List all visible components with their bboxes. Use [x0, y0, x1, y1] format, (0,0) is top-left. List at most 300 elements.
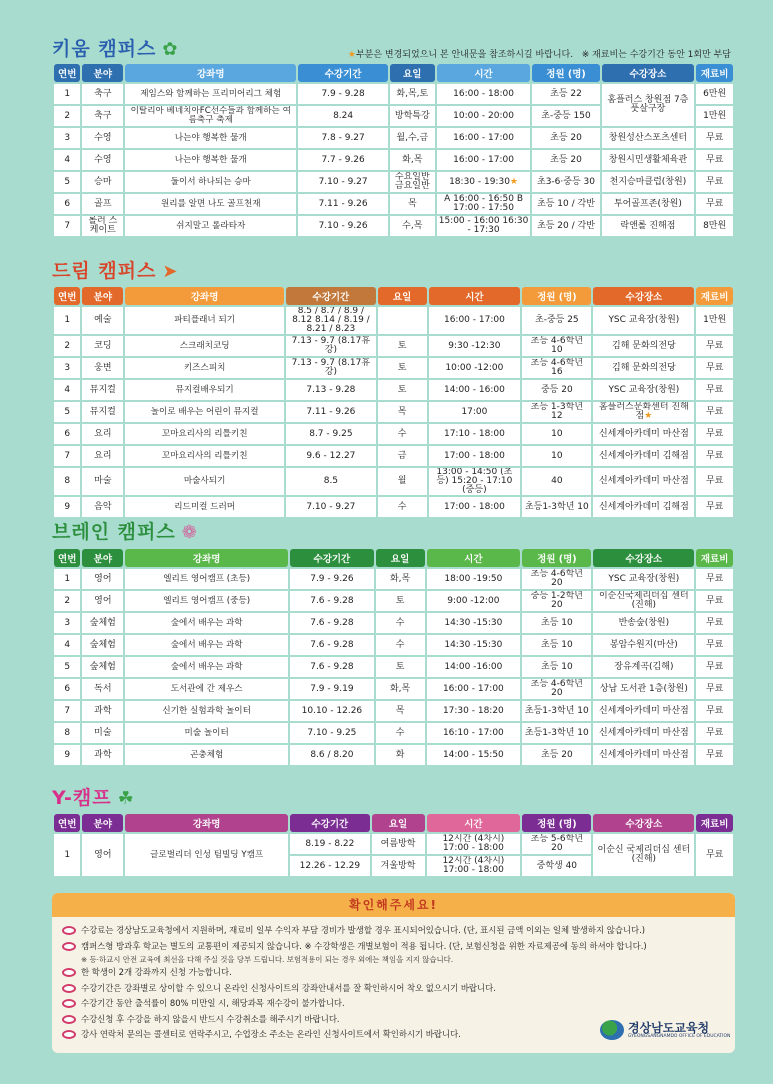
table-row: [54, 84, 733, 104]
table-row: [54, 446, 733, 466]
cell-no: 3: [54, 128, 80, 148]
cell-cap: 초등1-3학년 10: [522, 723, 591, 743]
cell-fee: 8만원: [696, 216, 733, 236]
cell-day: 수: [376, 613, 425, 633]
table-row: [54, 569, 733, 589]
bullet-icon: [62, 1030, 76, 1039]
cell-fee: 무료: [696, 150, 733, 170]
header-field: 분야: [82, 549, 123, 567]
cell-period: 7.9 - 9.26: [290, 569, 374, 589]
cell-period: 7.8 - 9.27: [298, 128, 388, 148]
cell-cap: 중등 1-2학년 20: [522, 591, 591, 611]
cell-fee: 무료: [696, 613, 733, 633]
cell-day: 토: [376, 657, 425, 677]
cell-place: 투어골프존(창원): [602, 194, 695, 214]
sec4-table: [52, 812, 732, 878]
header-cap: 정원 (명): [522, 549, 591, 567]
plant-icon: ✿: [162, 39, 179, 60]
cell-field: 독서: [82, 679, 123, 699]
cell-day: 겨울방학: [372, 856, 425, 876]
header-time: 시간: [427, 814, 521, 832]
cell-period: 7.10 - 9.27: [298, 172, 388, 192]
cell-time: 14:30 -15:30: [427, 613, 521, 633]
star-icon: ★: [644, 411, 653, 421]
cell-name: 미술 놀이터: [125, 723, 288, 743]
cell-place: 창원성산스포츠센터: [602, 128, 695, 148]
cell-cap: 중학생 40: [522, 856, 591, 876]
cell-field: 골프: [82, 194, 123, 214]
cell-name: 놀이로 배우는 어린이 뮤지컬: [125, 402, 284, 422]
cell-period: 7.9 - 9.19: [290, 679, 374, 699]
cell-cap: 초등 10: [522, 635, 591, 655]
cell-period: 7.6 - 9.28: [290, 635, 374, 655]
cell-field: 뮤지컬: [82, 380, 123, 400]
cell-day: 토: [378, 358, 427, 378]
cell-time: 16:00 - 17:00: [437, 150, 531, 170]
cell-day: 토: [376, 591, 425, 611]
header-place: 수강장소: [593, 287, 694, 305]
table-row: [54, 635, 733, 655]
cell-place: 홈플러스문화센터 진해점★: [593, 402, 694, 422]
cell-day: 화,목: [376, 569, 425, 589]
cell-period: 7.10 - 9.26: [298, 216, 388, 236]
cell-cap: 초등 20 / 각반: [532, 216, 599, 236]
cell-place: 장유계곡(김해): [593, 657, 694, 677]
sec3-title: 브레인 캠퍼스 ❁: [52, 521, 198, 543]
info-item: 강사 연락처 문의는 콜센터로 연락주시고, 수업장소 주소는 온라인 신청사이트에서 확인하시기 바랍니다.: [62, 1027, 722, 1043]
cell-place: 이순신 국제리더십 센터 (진해): [593, 834, 694, 876]
cell-name: 마술사되기: [125, 468, 284, 495]
cell-fee: 무료: [696, 194, 733, 214]
cell-name: 꼬마요리사의 리틀키친: [125, 424, 284, 444]
cell-fee: 무료: [696, 358, 733, 378]
cell-fee: 1만원: [696, 307, 733, 334]
table-row: [54, 657, 733, 677]
header-field: 분야: [82, 814, 123, 832]
header-time: 시간: [429, 287, 521, 305]
info-sub: ※ 등·하교시 안전 교육에 최선을 다해 주실 것을 당부 드립니다. 보험적용이 되는 경우 외에는 책임을 지지 않습니다.: [81, 955, 454, 964]
cell-name: 나는야 행복한 물개: [125, 128, 296, 148]
cell-time: 9:00 -12:00: [427, 591, 521, 611]
cell-field: 예술: [82, 307, 123, 334]
cell-cap: 10: [522, 446, 591, 466]
cell-time: A 16:00 - 16:50 B 17:00 - 17:50: [437, 194, 531, 214]
cell-time: 16:00 - 17:00: [429, 307, 521, 334]
cell-period: 8.5 / 8.7 / 8.9 / 8.12 8.14 / 8.19 / 8.21 / 8.23: [286, 307, 376, 334]
header-period: 수강기간: [298, 64, 388, 82]
cell-period: 7.7 - 9.26: [298, 150, 388, 170]
header-field: 분야: [82, 287, 123, 305]
cell-field: 숲체험: [82, 635, 123, 655]
cell-time: 14:30 -15:30: [427, 635, 521, 655]
table-row: [54, 172, 733, 192]
cell-cap: 초등 20: [532, 150, 599, 170]
cell-day: [378, 307, 427, 334]
cell-fee: 무료: [696, 657, 733, 677]
logo-name: 경상남도교육청: [628, 1020, 710, 1035]
cell-period: 12.26 - 12.29: [290, 856, 369, 876]
cell-period: 7.6 - 9.28: [290, 657, 374, 677]
cell-time: 17:00: [429, 402, 521, 422]
cell-cap: 초등 5-6학년 20: [522, 834, 591, 854]
cell-fee: 무료: [696, 635, 733, 655]
cell-period: 7.6 - 9.28: [290, 591, 374, 611]
cell-time: 10:00 -12:00: [429, 358, 521, 378]
table-row: [54, 307, 733, 334]
cell-fee: 무료: [696, 723, 733, 743]
cell-time: 12시간 (4차시) 17:00 - 18:00: [427, 856, 521, 876]
bullet-icon: [62, 999, 76, 1008]
cell-cap: 초등 10: [522, 613, 591, 633]
cell-no: 7: [54, 701, 80, 721]
table-row: [54, 424, 733, 444]
header-fee: 재료비: [696, 287, 733, 305]
cell-field: 요리: [82, 446, 123, 466]
cell-time: 15:00 - 16:00 16:30 - 17:30: [437, 216, 531, 236]
cell-field: 코딩: [82, 336, 123, 356]
cell-place: 봉암수원지(마산): [593, 635, 694, 655]
header-fee: 재료비: [696, 64, 733, 82]
cell-day: 목: [376, 701, 425, 721]
cell-place: 신세계아카데미 김해점: [593, 446, 694, 466]
cell-field: 영어: [82, 591, 123, 611]
cell-fee: 무료: [696, 446, 733, 466]
cell-field: 미술: [82, 723, 123, 743]
cell-time: 14:00 - 16:00: [429, 380, 521, 400]
cell-time: 9:30 -12:30: [429, 336, 521, 356]
cell-period: 7.10 - 9.27: [286, 497, 376, 517]
cell-no: 7: [54, 446, 80, 466]
cell-time: 13:00 - 14:50 (초등) 15:20 - 17:10 (중등): [429, 468, 521, 495]
header-name: 강좌명: [125, 814, 288, 832]
cell-period: 8.5: [286, 468, 376, 495]
cell-place: 신세계아카데미 마산점: [593, 468, 694, 495]
table-row: [54, 591, 733, 611]
cell-fee: 무료: [696, 336, 733, 356]
cell-time: 17:00 - 18:00: [429, 497, 521, 517]
cell-period: 7.13 - 9.7 (8.17휴강): [286, 336, 376, 356]
sec2-title: 드림 캠퍼스 ➤: [52, 260, 179, 282]
cell-period: 7.6 - 9.28: [290, 613, 374, 633]
cell-name: 키즈스피치: [125, 358, 284, 378]
cell-name: 꼬마요리사의 리틀키친: [125, 446, 284, 466]
table-row: [54, 216, 733, 236]
cell-day: 토: [378, 336, 427, 356]
cell-day: 화: [376, 745, 425, 765]
cell-time: 16:00 - 17:00: [427, 679, 521, 699]
cell-place: 홈플러스 창원점 7층 풋살구장: [602, 84, 695, 126]
header-place: 수강장소: [593, 814, 694, 832]
cell-fee: 무료: [696, 497, 733, 517]
header-no: 연번: [54, 549, 80, 567]
cell-place: 신세계아카데미 마산점: [593, 745, 694, 765]
table-row: [54, 613, 733, 633]
cell-no: 8: [54, 723, 80, 743]
cell-name: 엘리트 영어캠프 (초등): [125, 569, 288, 589]
cell-name: 숲에서 배우는 과학: [125, 657, 288, 677]
info-item: 수강료는 경상남도교육청에서 지원하며, 재료비 일부 수익자 부담 경비가 발생할 경우 표시되어있습니다. (단, 표시된 금액 이외는 일체 발생하지 않습니다.): [62, 923, 722, 939]
cell-time: 17:00 - 18:00: [429, 446, 521, 466]
sec2-table: [52, 285, 732, 519]
header-name: 강좌명: [125, 287, 284, 305]
cell-no: 8: [54, 468, 80, 495]
header-day: 요일: [390, 64, 435, 82]
cell-period: 8.24: [298, 106, 388, 126]
cell-cap: 초등1-3학년 10: [522, 701, 591, 721]
cell-place: YSC 교육장(창원): [593, 380, 694, 400]
cell-cap: 초등1-3학년 10: [522, 497, 591, 517]
cell-cap: 초등 20: [532, 128, 599, 148]
bullet-icon: [62, 968, 76, 977]
cell-fee: 무료: [696, 402, 733, 422]
cell-day: 목: [390, 194, 435, 214]
cell-cap: 초등 4-6학년 20: [522, 569, 591, 589]
header-day: 요일: [372, 814, 425, 832]
header-period: 수강기간: [290, 814, 369, 832]
header-time: 시간: [427, 549, 521, 567]
cell-no: 3: [54, 358, 80, 378]
cell-fee: 무료: [696, 701, 733, 721]
table-row: [54, 679, 733, 699]
cell-no: 2: [54, 591, 80, 611]
header-period: 수강기간: [286, 287, 376, 305]
cell-no: 1: [54, 569, 80, 589]
cell-time: 17:10 - 18:00: [429, 424, 521, 444]
cell-field: 마술: [82, 468, 123, 495]
cell-time: 18:30 - 19:30★: [437, 172, 531, 192]
cell-day: 토: [378, 380, 427, 400]
cell-field: 과학: [82, 745, 123, 765]
cell-name: 글로벌리더 인성 팀빌딩 Y캠프: [125, 834, 288, 876]
cell-no: 1: [54, 834, 80, 876]
info-title: 확인해주세요!: [52, 893, 735, 917]
cell-period: 8.19 - 8.22: [290, 834, 369, 854]
cell-name: 신기한 실험과학 놀이터: [125, 701, 288, 721]
header-cap: 정원 (명): [522, 287, 591, 305]
header-place: 수강장소: [602, 64, 695, 82]
cell-day: 화,목: [390, 150, 435, 170]
cell-place: 신세계아카데미 김해점: [593, 497, 694, 517]
info-item: 수강기간 동안 출석률이 80% 미만일 시, 해당과목 재수강이 불가합니다.: [62, 996, 722, 1012]
cell-period: 7.9 - 9.28: [298, 84, 388, 104]
cell-day: 수: [376, 635, 425, 655]
cell-place: 상남 도서관 1층(창원): [593, 679, 694, 699]
info-item: 캠퍼스형 방과후 학교는 별도의 교통편이 제공되지 않습니다. ※ 수강학생은 개별보험이 적용 됩니다. (단, 보험신청을 위한 자료제공에 동의 하셔야 합니다.): [62, 939, 722, 955]
cell-cap: 초등 4-6학년 20: [522, 679, 591, 699]
sprout-icon: ☘: [117, 788, 135, 809]
cell-period: 7.11 - 9.26: [298, 194, 388, 214]
cell-cap: 초-중등 150: [532, 106, 599, 126]
header-cap: 정원 (명): [522, 814, 591, 832]
cell-name: 스크래치코딩: [125, 336, 284, 356]
header-field: 분야: [82, 64, 123, 82]
cell-period: 7.11 - 9.26: [286, 402, 376, 422]
cell-cap: 40: [522, 468, 591, 495]
sec1-title: 키움 캠퍼스 ✿: [52, 38, 179, 60]
cell-name: 원리를 알면 나도 골프천재: [125, 194, 296, 214]
header-day: 요일: [378, 287, 427, 305]
cell-period: 8.7 - 9.25: [286, 424, 376, 444]
cell-no: 4: [54, 150, 80, 170]
cell-cap: 초등 10: [522, 657, 591, 677]
sec1-note: ★부분은 변경되었으니 본 안내문을 참조하시길 바랍니다. ※ 재료비는 수강기간 동안 1회만 부담: [347, 50, 731, 60]
cell-place: 창원시민생활체육관: [602, 150, 695, 170]
cell-fee: 무료: [696, 569, 733, 589]
cell-period: 8.6 / 8.20: [290, 745, 374, 765]
cell-day: 화,목,토: [390, 84, 435, 104]
info-item: 한 학생이 2개 강좌까지 신청 가능합니다.: [62, 965, 722, 981]
star-icon: ★: [347, 50, 356, 60]
cell-place: 김해 문화의전당: [593, 336, 694, 356]
cell-day: 수요일반 금요일반: [390, 172, 435, 192]
table-row: [54, 468, 733, 495]
cell-cap: 중등 20: [522, 380, 591, 400]
cell-day: 수: [376, 723, 425, 743]
cell-no: 3: [54, 613, 80, 633]
header-cap: 정원 (명): [532, 64, 599, 82]
table-row: [54, 723, 733, 743]
cell-fee: 무료: [696, 172, 733, 192]
cell-field: 과학: [82, 701, 123, 721]
bullet-icon: [62, 984, 76, 993]
cell-no: 7: [54, 216, 80, 236]
cell-name: 나는야 행복한 물개: [125, 150, 296, 170]
header-no: 연번: [54, 64, 80, 82]
cell-no: 6: [54, 194, 80, 214]
cell-place: 신세계아카데미 마산점: [593, 701, 694, 721]
cell-cap: 초등 20: [522, 745, 591, 765]
header-name: 강좌명: [125, 64, 296, 82]
table-row: [54, 745, 733, 765]
cell-time: 14:00 -16:00: [427, 657, 521, 677]
table-row: [54, 402, 733, 422]
cell-field: 웅변: [82, 358, 123, 378]
cell-period: 7.13 - 9.28: [286, 380, 376, 400]
table-row: [54, 497, 733, 517]
cell-name: 리드미컬 드러머: [125, 497, 284, 517]
cell-time: 16:00 - 18:00: [437, 84, 531, 104]
cell-cap: 10: [522, 424, 591, 444]
cell-name: 도서관에 간 제우스: [125, 679, 288, 699]
cell-cap: 초등 4-6학년 16: [522, 358, 591, 378]
cell-no: 9: [54, 745, 80, 765]
table-row: [54, 336, 733, 356]
cell-no: 6: [54, 679, 80, 699]
cell-name: 엘리트 영어캠프 (중등): [125, 591, 288, 611]
cell-field: 요리: [82, 424, 123, 444]
cell-place: 천지승마클럽(창원): [602, 172, 695, 192]
cell-day: 방학특강: [390, 106, 435, 126]
cell-day: 월: [378, 468, 427, 495]
cell-day: 목: [378, 402, 427, 422]
header-fee: 재료비: [696, 814, 733, 832]
cell-time: 14:00 - 15:50: [427, 745, 521, 765]
cell-field: 롤러 스케이트: [82, 216, 123, 236]
cell-fee: 무료: [696, 128, 733, 148]
bullet-icon: [62, 942, 76, 951]
header-time: 시간: [437, 64, 531, 82]
cell-place: 이순신국제리더십 센터 (진해): [593, 591, 694, 611]
cell-fee: 무료: [696, 745, 733, 765]
cell-field: 영어: [82, 834, 123, 876]
cell-no: 2: [54, 106, 80, 126]
cell-time: 18:00 -19:50: [427, 569, 521, 589]
cell-day: 여름방학: [372, 834, 425, 854]
table-row: [54, 358, 733, 378]
table-row: [54, 150, 733, 170]
cell-place: 김해 문화의전당: [593, 358, 694, 378]
bullet-icon: [62, 926, 76, 935]
cell-place: 락앤롤 진해점: [602, 216, 695, 236]
cell-period: 7.10 - 9.25: [290, 723, 374, 743]
cell-name: 곤충체험: [125, 745, 288, 765]
cell-name: 숲에서 배우는 과학: [125, 613, 288, 633]
cell-field: 음악: [82, 497, 123, 517]
cell-day: 수,목: [390, 216, 435, 236]
cell-name: 뮤지컬배우되기: [125, 380, 284, 400]
cell-name: 이탈리아 베네치아FC선수들과 함께하는 여름축구 축제: [125, 106, 296, 126]
cell-time: 12시간 (4차시) 17:00 - 18:00: [427, 834, 521, 854]
cell-name: 둘이서 하나되는 승마: [125, 172, 296, 192]
cell-fee: 무료: [696, 834, 733, 876]
header-period: 수강기간: [290, 549, 374, 567]
cell-cap: 초-중등 25: [522, 307, 591, 334]
cell-fee: 6만원: [696, 84, 733, 104]
cell-cap: 초등 22: [532, 84, 599, 104]
cell-name: 숲에서 배우는 과학: [125, 635, 288, 655]
header-fee: 재료비: [696, 549, 733, 567]
star-icon: ★: [509, 176, 518, 187]
cell-no: 9: [54, 497, 80, 517]
cell-place: YSC 교육장(창원): [593, 307, 694, 334]
sec3-table: [52, 547, 732, 767]
info-item: 수강신청 후 수강을 하지 않을시 반드시 수강취소를 해주시기 바랍니다.: [62, 1012, 722, 1028]
office-logo: [600, 1020, 730, 1040]
cell-fee: 무료: [696, 679, 733, 699]
cell-period: 10.10 - 12.26: [290, 701, 374, 721]
cell-no: 6: [54, 424, 80, 444]
cell-time: 16:10 - 17:00: [427, 723, 521, 743]
cell-no: 5: [54, 657, 80, 677]
cell-cap: 초등 1-3학년 12: [522, 402, 591, 422]
cell-place: 신세계아카데미 마산점: [593, 424, 694, 444]
cell-field: 숲체험: [82, 613, 123, 633]
header-no: 연번: [54, 287, 80, 305]
cell-name: 제임스와 함께하는 프리미어리그 체험: [125, 84, 296, 104]
info-item: 수강기간은 강좌별로 상이할 수 있으니 온라인 신청사이트의 강좌안내서를 잘 확인하시어 착오 없으시기 바랍니다.: [62, 981, 722, 997]
header-day: 요일: [376, 549, 425, 567]
logo-sub: GYEONGSANGNAMDO OFFICE OF EDUCATION: [628, 1033, 731, 1039]
bullet-icon: [62, 1015, 76, 1024]
cell-fee: 무료: [696, 591, 733, 611]
sec4-title: Y-캠프 ☘: [52, 787, 135, 809]
table-row: [54, 194, 733, 214]
cell-name: 파티플래너 되기: [125, 307, 284, 334]
sec1-table: [52, 62, 732, 238]
cell-place: 신세계아카데미 마산점: [593, 723, 694, 743]
cell-no: 4: [54, 635, 80, 655]
cell-period: 9.6 - 12.27: [286, 446, 376, 466]
cell-fee: 무료: [696, 468, 733, 495]
cell-field: 축구: [82, 106, 123, 126]
cell-field: 수영: [82, 128, 123, 148]
cell-period: 7.13 - 9.7 (8.17휴강): [286, 358, 376, 378]
cell-day: 금: [378, 446, 427, 466]
cell-time: 17:30 - 18:20: [427, 701, 521, 721]
cell-no: 1: [54, 84, 80, 104]
cell-field: 승마: [82, 172, 123, 192]
cell-cap: 초3-6·중등 30: [532, 172, 599, 192]
